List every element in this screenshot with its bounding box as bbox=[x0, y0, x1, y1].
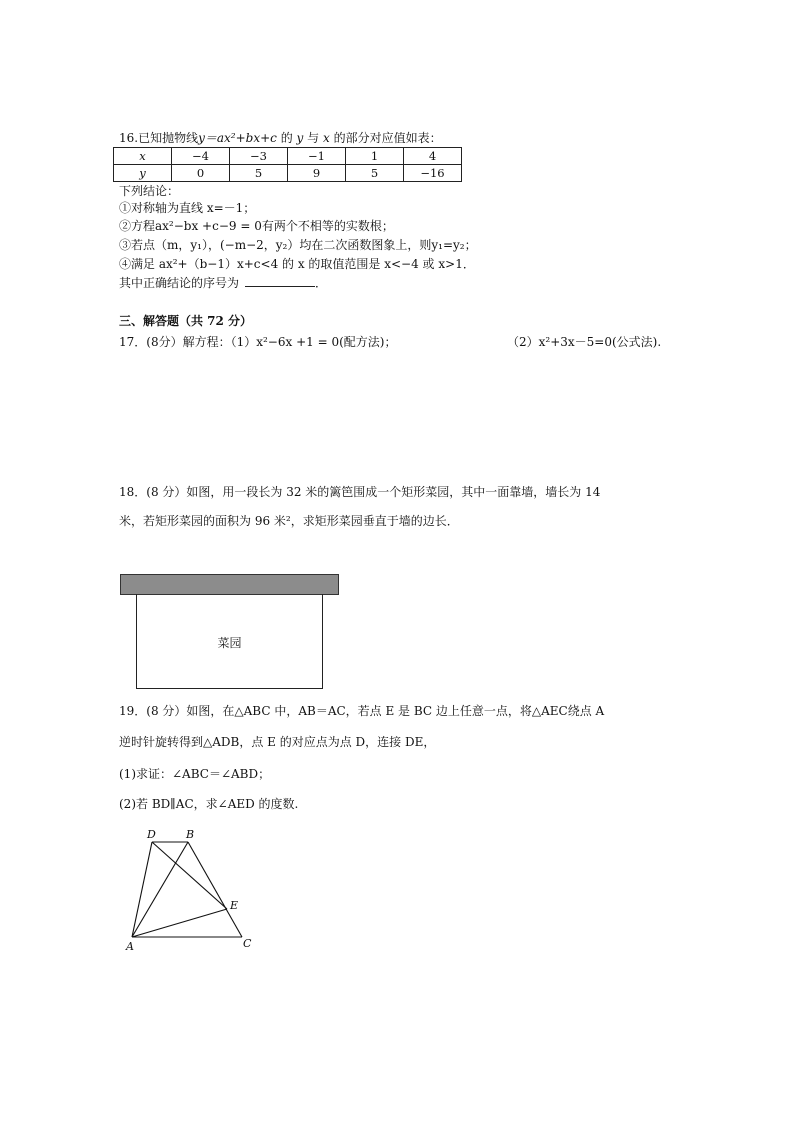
triangle-figure bbox=[120, 825, 270, 955]
table-row-x bbox=[114, 148, 462, 165]
q17-part2: （2）x²+3x－5=0(公式法). bbox=[507, 335, 662, 349]
table-cell: y bbox=[114, 165, 172, 182]
q19-part2: (2)若 BD∥AC，求∠AED 的度数. bbox=[119, 797, 299, 811]
point-label-a: A bbox=[126, 940, 134, 953]
point-label-e: E bbox=[230, 899, 239, 912]
table-cell: x bbox=[114, 148, 172, 165]
table-cell: 5 bbox=[346, 165, 404, 182]
q16-conclusion-1: ①对称轴为直线 x=－1； bbox=[119, 201, 256, 215]
q17-part1: 17．(8分）解方程：（1）x²−6x +1 = 0(配方法)； bbox=[119, 335, 397, 349]
section-heading: 三、解答题（共 72 分） bbox=[119, 314, 253, 328]
wall-bar bbox=[120, 574, 339, 595]
table-cell: −3 bbox=[230, 148, 288, 165]
table-row-y bbox=[114, 165, 462, 182]
table-cell: 0 bbox=[172, 165, 230, 182]
table-cell: 1 bbox=[346, 148, 404, 165]
value-table bbox=[113, 147, 462, 182]
q16-conclusion-3: ③若点（m，y₁），(−m−2，y₂）均在二次函数图象上，则y₁=y₂； bbox=[119, 238, 477, 252]
table-cell: −16 bbox=[404, 165, 462, 182]
q19-line1: 19．(8 分）如图，在△ABC 中，AB＝AC，若点 E 是 BC 边上任意一点，将△AEC绕点 A bbox=[119, 704, 605, 718]
q19-part1: (1)求证：∠ABC＝∠ABD； bbox=[119, 767, 271, 781]
answer-blank[interactable] bbox=[245, 275, 315, 287]
q18-line1: 18．(8 分）如图，用一段长为 32 米的篱笆围成一个矩形菜园，其中一面靠墙，墙长为 14 bbox=[119, 485, 601, 499]
q16-stem: 16.已知抛物线y＝ax²+bx+c 的 y 与 x 的部分对应值如表： bbox=[119, 131, 442, 145]
segment-de bbox=[152, 842, 227, 909]
table-cell: −4 bbox=[172, 148, 230, 165]
segment-ad bbox=[132, 842, 152, 937]
table-cell: 4 bbox=[404, 148, 462, 165]
table-cell: −1 bbox=[288, 148, 346, 165]
q16-conclusion-4: ④满足 ax²+（b−1）x+c<4 的 x 的取值范围是 x<−4 或 x>1． bbox=[119, 257, 475, 271]
garden-rectangle bbox=[136, 594, 323, 689]
point-label-b: B bbox=[186, 828, 195, 841]
segment-bc bbox=[188, 842, 242, 937]
q19-line2: 逆时针旋转得到△ADB，点 E 的对应点为点 D，连接 DE， bbox=[119, 735, 436, 749]
point-label-d: D bbox=[147, 828, 156, 841]
q16-intro: 下列结论： bbox=[119, 184, 180, 198]
table-cell: 5 bbox=[230, 165, 288, 182]
q16-ask: 其中正确结论的序号为 ． bbox=[119, 276, 328, 290]
table-cell: 9 bbox=[288, 165, 346, 182]
garden-label: 菜园 bbox=[217, 636, 242, 650]
q16-conclusion-2: ②方程ax²−bx +c−9 = 0有两个不相等的实数根； bbox=[119, 219, 394, 233]
q18-line2: 米，若矩形菜园的面积为 96 米²，求矩形菜园垂直于墙的边长． bbox=[119, 514, 459, 528]
point-label-c: C bbox=[243, 937, 252, 950]
